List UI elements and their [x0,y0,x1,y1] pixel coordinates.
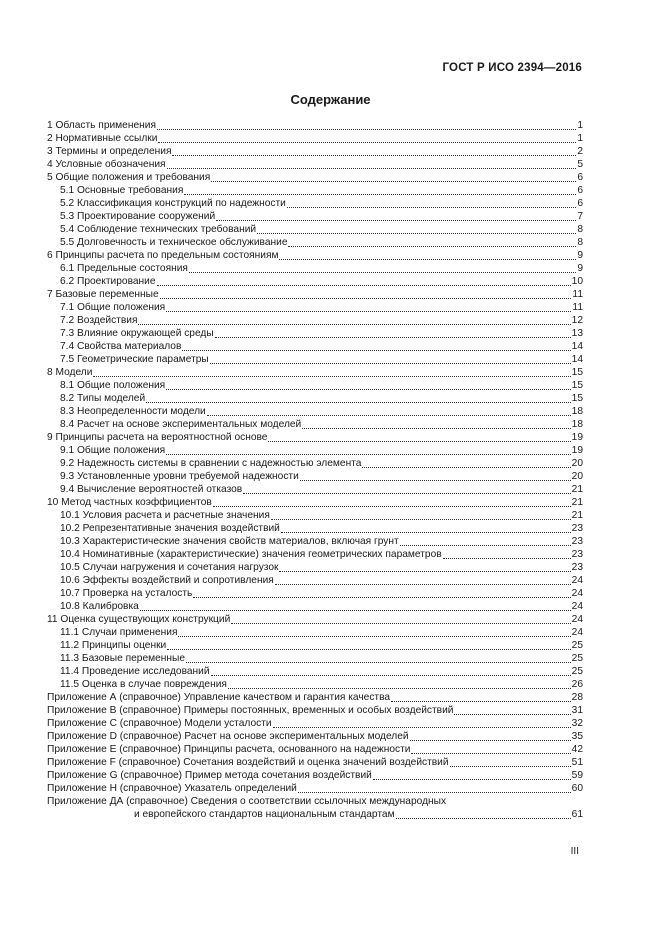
toc-entry-page: 18 [571,419,583,430]
toc-entry-title: 11.4 Проведение исследований [60,666,210,677]
toc-dot-leader [279,560,570,572]
toc-entry-title: 11.1 Случаи применения [60,627,178,638]
toc-dot-leader [243,482,570,494]
toc-dot-leader [396,807,571,819]
toc-entry-title: 11.5 Оценка в случае повреждения [60,679,227,690]
toc-dot-leader [216,209,576,221]
toc-dot-leader [231,612,570,624]
toc-entry-title: Приложение Н (справочное) Указатель определений [47,783,297,794]
toc-entry-page: 7 [577,211,583,222]
toc-dot-leader [210,352,571,364]
toc-dot-leader [166,443,570,455]
toc-entry-title: 5.1 Основные требования [60,185,184,196]
toc-entry-page: 15 [571,380,583,391]
table-of-contents [47,119,583,821]
toc-dot-leader [166,378,570,390]
toc-entry-title: 10.1 Условия расчета и расчетные значения [60,510,270,521]
toc-entry-title: 11.3 Базовые переменные [60,653,186,664]
toc-entry-title: 5.5 Долговечность и техническое обслуживание [60,237,288,248]
toc-entry-title: Приложение G (справочное) Пример метода сочетания воздействий [47,770,372,781]
toc-entry-page: 25 [571,653,583,664]
toc-entry-page: 20 [571,458,583,469]
toc-entry-title: 7.4 Свойства материалов [60,341,182,352]
toc-dot-leader [211,170,576,182]
toc-entry-title: 10.5 Случаи нагружения и сочетания нагрузок [60,562,279,573]
toc-dot-leader [158,131,576,143]
toc-dot-leader [166,300,571,312]
toc-entry-title: 6 Принципы расчета по предельным состояниям [47,250,279,261]
toc-dot-leader [298,781,571,793]
toc-entry-title: Приложение Е (справочное) Принципы расчета, основанного на надежности [47,744,411,755]
toc-entry-title: 5 Общие положения и требования [47,172,211,183]
toc-entry-title: 11 Оценка существующих конструкций [47,614,231,625]
toc-dot-leader [178,625,570,637]
toc-entry-page: 21 [571,497,583,508]
toc-entry-page: 5 [577,159,583,170]
toc-entry[interactable] [47,782,583,795]
toc-entry-page: 31 [571,705,583,716]
toc-entry-page: 6 [577,198,583,209]
toc-entry-title: 7.1 Общие положения [60,302,166,313]
toc-dot-leader [268,430,570,442]
toc-dot-leader [157,274,571,286]
toc-dot-leader [207,404,571,416]
toc-entry-page: 8 [577,224,583,235]
toc-entry-title: 8 Модели [47,367,93,378]
toc-dot-leader [287,196,576,208]
toc-entry-page: 24 [571,614,583,625]
toc-dot-leader [193,586,570,598]
toc-entry-page: 23 [571,562,583,573]
toc-entry-title: 8.1 Общие положения [60,380,166,391]
toc-entry-page: 24 [571,575,583,586]
toc-dot-leader [302,417,570,429]
toc-entry-title: 11.2 Принципы оценки [60,640,167,651]
toc-dot-leader [186,651,571,663]
toc-entry-title: 7.2 Воздействия [60,315,138,326]
toc-entry-title: 8.2 Типы моделей [60,393,146,404]
toc-entry-page: 26 [571,679,583,690]
toc-entry-page: 42 [571,744,583,755]
toc-dot-leader [443,547,571,559]
toc-entry-page: 2 [577,146,583,157]
toc-entry-page: 14 [571,341,583,352]
toc-entry-page: 23 [571,536,583,547]
toc-dot-leader [167,638,570,650]
document-header: ГОСТ Р ИСО 2394—2016 [442,62,582,74]
toc-entry-page: 51 [571,757,583,768]
toc-entry-page: 11 [572,289,583,300]
toc-entry-title: 6.2 Проектирование [60,276,156,287]
toc-dot-leader [271,508,571,520]
toc-entry-page: 11 [572,302,583,313]
toc-entry-title: Приложение В (справочное) Примеры постоянных, временных и особых воздействий [47,705,454,716]
toc-entry-page: 14 [571,354,583,365]
toc-dot-leader [447,795,582,806]
toc-entry-title: 6.1 Предельные состояния [60,263,188,274]
toc-dot-leader [189,261,576,273]
toc-entry-title: Приложение ДА (справочное) Сведения о соответствии ссылочных международных [47,796,447,807]
toc-entry-page: 6 [577,185,583,196]
toc-entry-page: 15 [571,393,583,404]
toc-entry-title: 7.3 Влияние окружающей среды [60,328,214,339]
toc-entry-title: 5.2 Классификация конструкций по надежности [60,198,286,209]
toc-dot-leader [257,222,576,234]
toc-dot-leader [373,768,571,780]
toc-entry-page: 21 [571,510,583,521]
toc-entry-page: 19 [571,445,583,456]
toc-entry-page: 23 [571,523,583,534]
toc-entry-page: 28 [571,692,583,703]
toc-dot-leader [300,469,571,481]
toc-dot-leader [228,677,571,689]
toc-entry-page: 10 [571,276,583,287]
toc-entry-title: 9 Принципы расчета на вероятностной основе [47,432,268,443]
toc-entry-title: 8.4 Расчет на основе экспериментальных моделей [60,419,302,430]
toc-entry-title: 5.3 Проектирование сооружений [60,211,216,222]
toc-entry-page: 32 [571,718,583,729]
toc-entry-title: 2 Нормативные ссылки [47,133,158,144]
toc-dot-leader [400,534,571,546]
toc-entry-title: 5.4 Соблюдение технических требований [60,224,257,235]
toc-entry-title: 7 Базовые переменные [47,289,159,300]
page-number: III [570,846,579,857]
toc-entry-page: 23 [571,549,583,560]
toc-entry-title: 4 Условные обозначения [47,159,166,170]
toc-entry-page: 18 [571,406,583,417]
page-title: Содержание [290,92,371,107]
toc-dot-leader [182,339,570,351]
toc-dot-leader [288,235,576,247]
toc-entry-title: 9.2 Надежность системы в сравнении с надежностью элемента [60,458,362,469]
toc-dot-leader [213,495,571,507]
toc-entry-page: 1 [577,120,583,131]
toc-dot-leader [450,755,571,767]
toc-entry-page: 8 [577,237,583,248]
toc-entry-page: 24 [571,588,583,599]
toc-entry-title: 10.3 Характеристические значения свойств материалов, включая грунт [60,536,399,547]
toc-entry[interactable] [47,808,583,821]
toc-entry-title: 1 Область применения [47,120,156,131]
toc-entry-page: 24 [571,627,583,638]
toc-dot-leader [157,118,576,130]
toc-entry-title: 3 Термины и определения [47,146,172,157]
toc-dot-leader [138,313,570,325]
toc-entry-title: и европейского стандартов национальным стандартам [134,809,395,820]
toc-dot-leader [172,144,576,156]
toc-entry-page: 19 [571,432,583,443]
toc-entry-page: 12 [571,315,583,326]
toc-dot-leader [211,664,571,676]
toc-entry-page: 21 [571,484,583,495]
toc-dot-leader [410,729,571,741]
toc-dot-leader [454,703,570,715]
toc-entry-title: Приложение F (справочное) Сочетания воздействий и оценка значений воздействий [47,757,449,768]
toc-entry-page: 25 [571,640,583,651]
toc-dot-leader [184,183,576,195]
toc-entry-page: 59 [571,770,583,781]
toc-entry-title: Приложение А (справочное) Управление качеством и гарантия качества [47,692,391,703]
toc-entry-title: Приложение С (справочное) Модели усталости [47,718,272,729]
toc-entry-title: 7.5 Геометрические параметры [60,354,209,365]
toc-entry-title: 10.2 Репрезентативные значения воздействий [60,523,280,534]
toc-entry-title: 10 Метод частных коэффициентов [47,497,212,508]
toc-dot-leader [411,742,570,754]
toc-entry-page: 13 [571,328,583,339]
toc-entry-page: 1 [577,133,583,144]
toc-dot-leader [167,157,577,169]
toc-entry-title: 10.4 Номинативные (характеристические) значения геометрических параметров [60,549,442,560]
toc-entry-title: 9.3 Установленные уровни требуемой надежности [60,471,299,482]
toc-dot-leader [391,690,571,702]
toc-entry-title: Приложение D (справочное) Расчет на основе экспериментальных моделей [47,731,409,742]
toc-entry-title: 10.8 Калибровка [60,601,139,612]
toc-entry-page: 25 [571,666,583,677]
toc-entry-title: 10.6 Эффекты воздействий и сопротивления [60,575,274,586]
toc-entry-page: 24 [571,601,583,612]
toc-entry-page: 60 [571,783,583,794]
toc-entry-title: 9.1 Общие положения [60,445,166,456]
toc-dot-leader [146,391,571,403]
toc-dot-leader [273,716,571,728]
toc-dot-leader [362,456,570,468]
toc-entry-page: 61 [571,809,583,820]
toc-entry-page: 20 [571,471,583,482]
toc-entry-page: 6 [577,172,583,183]
toc-entry-page: 15 [571,367,583,378]
toc-entry-title: 9.4 Вычисление вероятностей отказов [60,484,243,495]
toc-dot-leader [215,326,571,338]
toc-entry-page: 35 [571,731,583,742]
toc-dot-leader [140,599,571,611]
toc-entry-title: 8.3 Неопределенности модели [60,406,206,417]
toc-entry-title: 10.7 Проверка на усталость [60,588,193,599]
toc-dot-leader [281,521,571,533]
toc-dot-leader [279,248,576,260]
toc-dot-leader [160,287,572,299]
toc-dot-leader [93,365,570,377]
toc-dot-leader [275,573,571,585]
toc-entry-page: 9 [577,250,583,261]
toc-entry-page: 9 [577,263,583,274]
